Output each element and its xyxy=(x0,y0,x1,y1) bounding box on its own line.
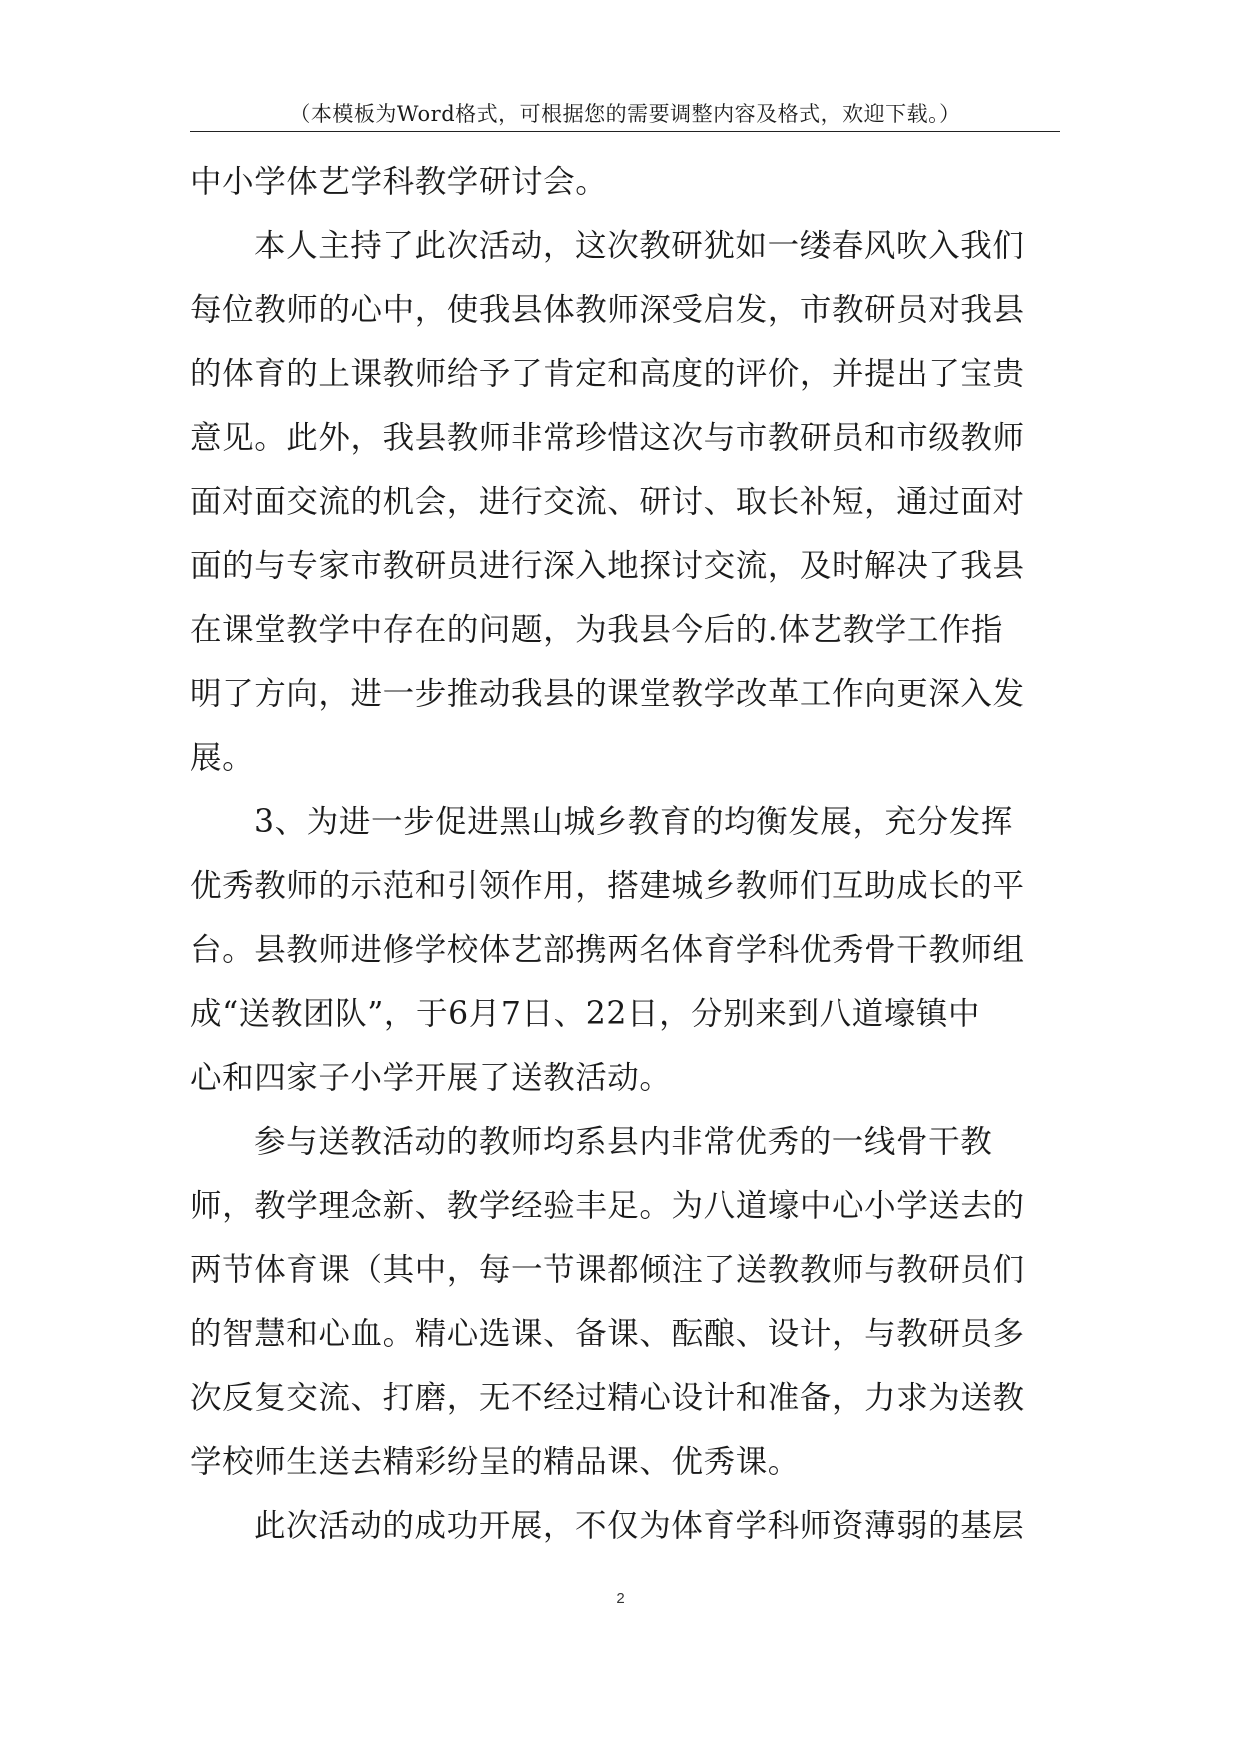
text-line: 中小学体艺学科教学研讨会。 xyxy=(190,164,608,200)
text-line: 台。县教师进修学校体艺部携两名体育学科优秀骨干教师组 xyxy=(190,932,1025,968)
text-line: 意见。此外，我县教师非常珍惜这次与市教研员和市级教师 xyxy=(190,420,1025,456)
text-line: 的体育的上课教师给予了肯定和高度的评价，并提出了宝贵 xyxy=(190,356,1025,392)
text-line: 此次活动的成功开展，不仅为体育学科师资薄弱的基层 xyxy=(254,1508,1025,1544)
header-note: （本模板为Word格式，可根据您的需要调整内容及格式，欢迎下载。） xyxy=(289,102,961,126)
text-line: 明了方向，进一步推动我县的课堂教学改革工作向更深入发 xyxy=(190,676,1025,712)
text-line: 参与送教活动的教师均系县内非常优秀的一线骨干教 xyxy=(254,1124,993,1160)
text-line: 展。 xyxy=(190,740,255,776)
page-number: 2 xyxy=(616,1590,625,1607)
text-line: 两节体育课（其中，每一节课都倾注了送教教师与教研员们 xyxy=(190,1252,1025,1288)
text-line: 每位教师的心中，使我县体教师深受启发，市教研员对我县 xyxy=(190,292,1025,328)
text-line: 的智慧和心血。精心选课、备课、酝酿、设计，与教研员多 xyxy=(190,1316,1025,1352)
header-divider xyxy=(190,131,1060,132)
text-line: 学校师生送去精彩纷呈的精品课、优秀课。 xyxy=(190,1444,800,1480)
document-body xyxy=(190,150,1060,1558)
text-line: 优秀教师的示范和引领作用，搭建城乡教师们互助成长的平 xyxy=(190,868,1025,904)
text-line: 次反复交流、打磨，无不经过精心设计和准备，力求为送教 xyxy=(190,1380,1025,1416)
text-line: 师，教学理念新、教学经验丰足。为八道壕中心小学送去的 xyxy=(190,1188,1025,1224)
text-line: 3、为进一步促进黑山城乡教育的均衡发展，充分发挥 xyxy=(254,804,1013,840)
text-line: 成“送教团队”，于6月7日、22日，分别来到八道壕镇中 xyxy=(190,996,981,1032)
text-line: 面的与专家市教研员进行深入地探讨交流，及时解决了我县 xyxy=(190,548,1025,584)
text-line: 面对面交流的机会，进行交流、研讨、取长补短，通过面对 xyxy=(190,484,1025,520)
text-line: 心和四家子小学开展了送教活动。 xyxy=(190,1060,672,1096)
text-line: 本人主持了此次活动，这次教研犹如一缕春风吹入我们 xyxy=(254,228,1025,264)
text-line: 在课堂教学中存在的问题，为我县今后的.体艺教学工作指 xyxy=(190,612,1004,648)
